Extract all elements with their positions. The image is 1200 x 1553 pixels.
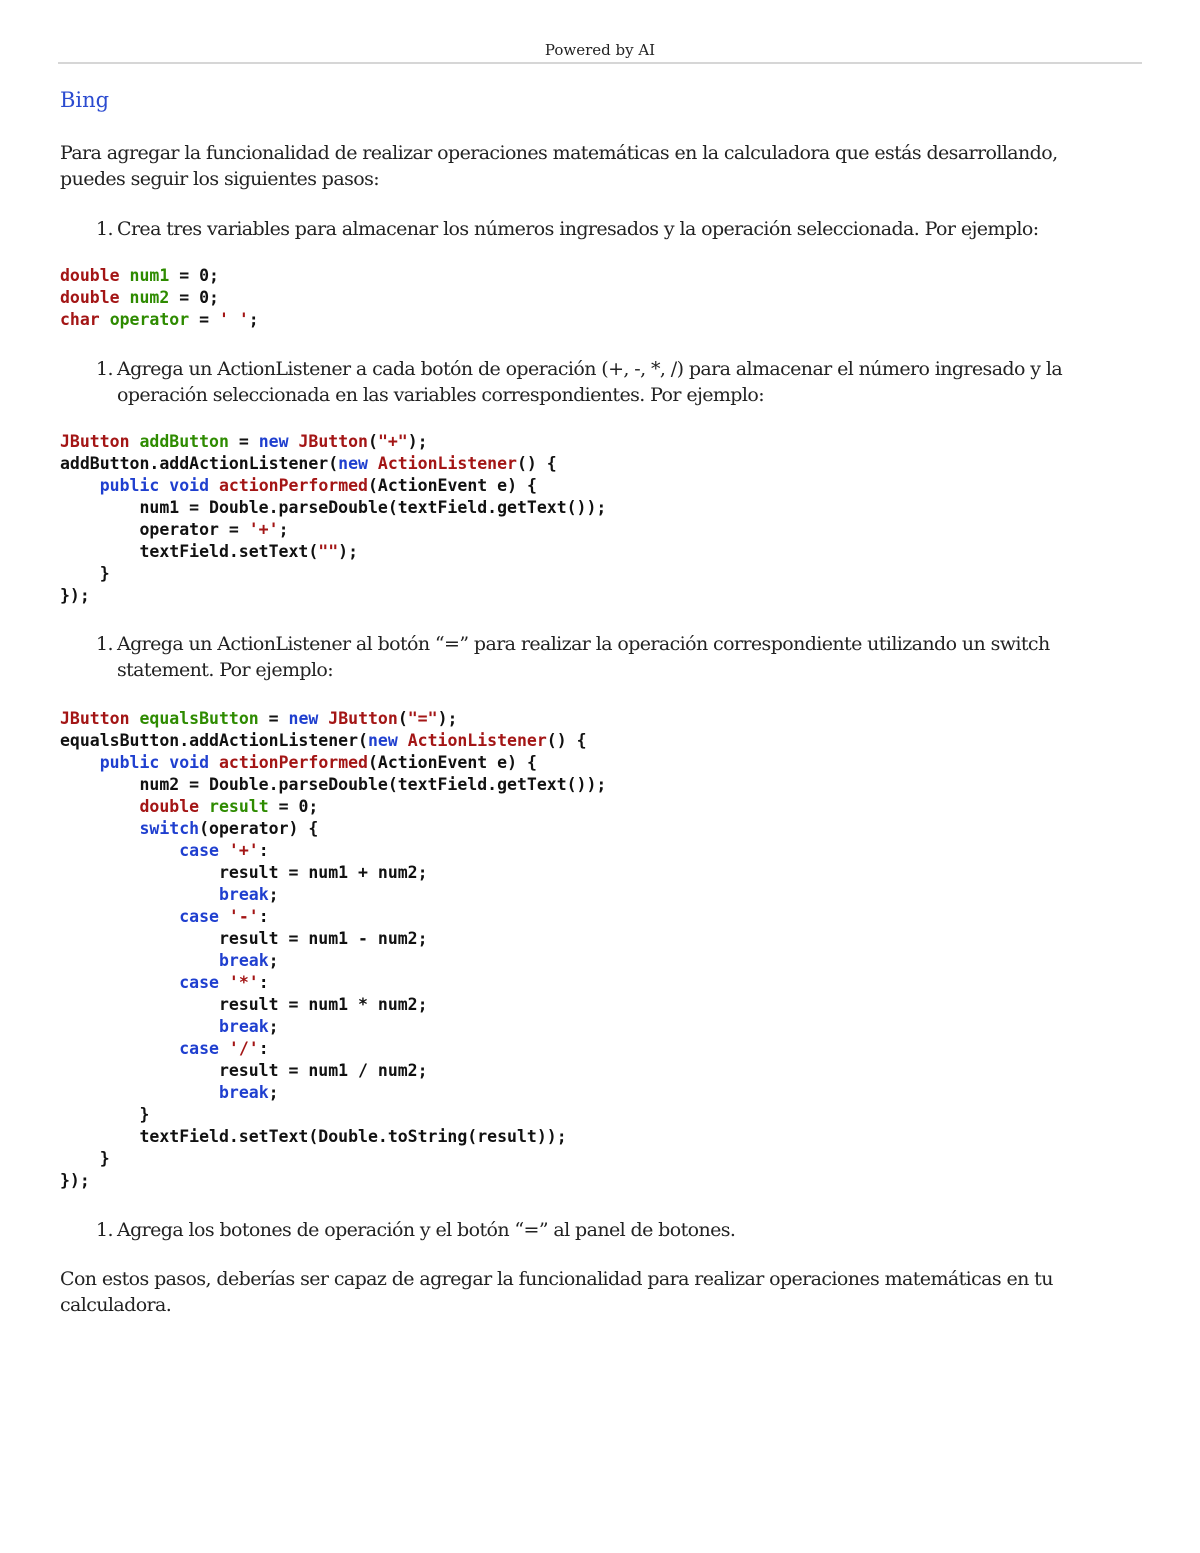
code-text bbox=[60, 885, 219, 904]
code-text: = bbox=[228, 432, 259, 451]
code-line bbox=[60, 973, 269, 992]
code-text bbox=[60, 1017, 219, 1036]
code-text: (operator) { bbox=[199, 819, 319, 838]
code-keyword: JButton bbox=[298, 432, 368, 451]
code-keyword: void bbox=[169, 753, 210, 772]
code-line bbox=[60, 775, 606, 794]
code-text: ; bbox=[248, 310, 259, 329]
code-block bbox=[60, 265, 259, 331]
code-block bbox=[60, 431, 606, 607]
code-keyword: actionPerformed bbox=[218, 753, 368, 772]
code-line bbox=[60, 288, 219, 307]
code-keyword: "=" bbox=[407, 709, 438, 728]
code-line bbox=[60, 454, 557, 473]
code-keyword: double bbox=[60, 288, 120, 307]
header-divider bbox=[58, 62, 1142, 64]
code-text: result = num1 * num2; bbox=[60, 995, 428, 1014]
code-keyword: switch bbox=[139, 819, 200, 838]
code-text bbox=[100, 310, 110, 329]
code-text: equalsButton.addActionListener( bbox=[60, 731, 368, 750]
code-keyword: break bbox=[218, 885, 269, 904]
code-keyword: JButton bbox=[60, 709, 130, 728]
code-text bbox=[60, 1039, 179, 1058]
list-item bbox=[96, 356, 1126, 408]
code-text bbox=[219, 973, 229, 992]
code-line bbox=[60, 476, 537, 495]
code-text: addButton.addActionListener( bbox=[60, 454, 339, 473]
code-text bbox=[60, 951, 219, 970]
code-text bbox=[60, 476, 100, 495]
code-text: ); bbox=[437, 709, 458, 728]
code-keyword: "+" bbox=[377, 432, 408, 451]
code-line bbox=[60, 266, 219, 285]
code-text: ; bbox=[268, 1083, 279, 1102]
code-line bbox=[60, 951, 279, 970]
page-title: Bing bbox=[60, 88, 110, 112]
code-keyword: '+' bbox=[228, 841, 259, 860]
code-line bbox=[60, 542, 358, 561]
code-line bbox=[60, 709, 457, 728]
code-line bbox=[60, 564, 110, 583]
code-keyword: num2 bbox=[129, 288, 170, 307]
code-keyword: ' ' bbox=[218, 310, 249, 329]
code-text bbox=[219, 1039, 229, 1058]
code-keyword: case bbox=[179, 973, 219, 992]
code-line bbox=[60, 995, 428, 1014]
code-text: result = num1 / num2; bbox=[60, 1061, 428, 1080]
code-keyword: ActionListener bbox=[407, 731, 547, 750]
code-text bbox=[60, 753, 100, 772]
code-keyword: '*' bbox=[228, 973, 259, 992]
code-keyword: double bbox=[139, 797, 200, 816]
code-text: : bbox=[258, 973, 269, 992]
code-text: textField.setText( bbox=[60, 542, 319, 561]
code-line bbox=[60, 731, 587, 750]
code-text bbox=[209, 753, 219, 772]
code-line bbox=[60, 1105, 149, 1124]
conclusion-paragraph: Con estos pasos, deberías ser capaz de agregar la funcionalidad para realizar operaciones matemáticas en tu calculadora. bbox=[60, 1268, 1053, 1316]
code-line bbox=[60, 1127, 567, 1146]
code-keyword: case bbox=[179, 907, 219, 926]
code-text bbox=[60, 819, 139, 838]
code-text: ; bbox=[268, 1017, 279, 1036]
code-text: } bbox=[60, 564, 110, 583]
code-text: ( bbox=[397, 709, 408, 728]
code-text: = bbox=[258, 709, 289, 728]
code-text: } bbox=[60, 1149, 110, 1168]
code-keyword: break bbox=[218, 1083, 269, 1102]
code-block bbox=[60, 708, 606, 1192]
code-text bbox=[130, 432, 140, 451]
list-item-text: Agrega un ActionListener al botón “=” para realizar la operación correspondiente utilizando un switch statement. Por ejemplo: bbox=[117, 633, 1050, 681]
code-text: result = num1 + num2; bbox=[60, 863, 428, 882]
list-number: 1. bbox=[96, 358, 113, 380]
code-text bbox=[219, 907, 229, 926]
code-keyword: actionPerformed bbox=[218, 476, 368, 495]
list-item-text: Agrega un ActionListener a cada botón de operación (+, -, *, /) para almacenar el número ingresado y la operación seleccionada en las variables correspondientes. Por ejemplo: bbox=[117, 358, 1063, 406]
code-text bbox=[60, 907, 179, 926]
code-text: } bbox=[60, 1105, 150, 1124]
code-keyword: addButton bbox=[139, 432, 229, 451]
code-text bbox=[120, 266, 130, 285]
code-text: num2 = Double.parseDouble(textField.getText()); bbox=[60, 775, 607, 794]
code-text: ; bbox=[278, 520, 289, 539]
code-line bbox=[60, 797, 318, 816]
code-text: result = num1 - num2; bbox=[60, 929, 428, 948]
code-text bbox=[159, 476, 169, 495]
code-text: operator = bbox=[60, 520, 249, 539]
list-item bbox=[96, 631, 1126, 683]
code-text bbox=[120, 288, 130, 307]
code-text bbox=[398, 731, 408, 750]
code-line bbox=[60, 1149, 110, 1168]
code-text bbox=[60, 797, 139, 816]
code-keyword: case bbox=[179, 841, 219, 860]
code-keyword: JButton bbox=[60, 432, 130, 451]
code-line bbox=[60, 432, 428, 451]
code-keyword: '-' bbox=[228, 907, 259, 926]
list-number: 1. bbox=[96, 218, 113, 240]
code-keyword: new bbox=[338, 454, 368, 473]
code-text: : bbox=[258, 841, 269, 860]
code-text: = bbox=[189, 310, 219, 329]
list-item-text: Crea tres variables para almacenar los números ingresados y la operación seleccionada. Por ejemplo: bbox=[117, 218, 1039, 240]
code-keyword: equalsButton bbox=[139, 709, 259, 728]
code-text: ; bbox=[268, 885, 279, 904]
code-text: }); bbox=[60, 1171, 90, 1190]
page-header: Powered by AI bbox=[544, 41, 656, 59]
code-line bbox=[60, 520, 289, 539]
code-line bbox=[60, 1061, 428, 1080]
code-text bbox=[159, 753, 169, 772]
code-text bbox=[60, 1083, 219, 1102]
code-keyword: break bbox=[218, 1017, 269, 1036]
code-keyword: void bbox=[169, 476, 210, 495]
code-text: ; bbox=[268, 951, 279, 970]
code-text: : bbox=[258, 907, 269, 926]
code-text: ( bbox=[368, 432, 378, 451]
list-number: 1. bbox=[96, 1219, 113, 1241]
code-text: (ActionEvent e) { bbox=[368, 753, 537, 772]
intro-paragraph: Para agregar la funcionalidad de realizar operaciones matemáticas en la calculadora que estás desarrollando, puedes seguir los siguientes pasos: bbox=[60, 142, 1058, 190]
code-text bbox=[60, 973, 179, 992]
code-text bbox=[60, 841, 179, 860]
code-text bbox=[199, 797, 209, 816]
code-text bbox=[368, 454, 378, 473]
code-text: ); bbox=[338, 542, 359, 561]
code-keyword: ActionListener bbox=[377, 454, 517, 473]
code-line bbox=[60, 310, 259, 329]
code-text: = 0; bbox=[169, 266, 219, 285]
code-keyword: public bbox=[99, 753, 160, 772]
code-text: textField.setText(Double.toString(result)); bbox=[60, 1127, 567, 1146]
code-keyword: new bbox=[288, 709, 319, 728]
code-text bbox=[219, 841, 229, 860]
code-text bbox=[318, 709, 328, 728]
code-keyword: result bbox=[209, 797, 269, 816]
code-text bbox=[130, 709, 140, 728]
code-text bbox=[209, 476, 219, 495]
code-text: (ActionEvent e) { bbox=[368, 476, 537, 495]
list-item bbox=[96, 216, 1126, 242]
code-line bbox=[60, 753, 537, 772]
code-keyword: char bbox=[60, 310, 100, 329]
code-keyword: num1 bbox=[129, 266, 170, 285]
code-keyword: '/' bbox=[228, 1039, 259, 1058]
code-keyword: '+' bbox=[248, 520, 279, 539]
list-number: 1. bbox=[96, 633, 113, 655]
code-text: () { bbox=[516, 454, 557, 473]
list-item-text: Agrega los botones de operación y el botón “=” al panel de botones. bbox=[117, 1219, 736, 1241]
code-text: : bbox=[258, 1039, 269, 1058]
code-text: num1 = Double.parseDouble(textField.getText()); bbox=[60, 498, 607, 517]
code-line bbox=[60, 863, 428, 882]
code-line bbox=[60, 586, 90, 605]
code-line bbox=[60, 1171, 90, 1190]
code-keyword: case bbox=[179, 1039, 219, 1058]
code-line bbox=[60, 929, 428, 948]
code-keyword: operator bbox=[109, 310, 190, 329]
code-line bbox=[60, 1017, 279, 1036]
code-text: ); bbox=[407, 432, 428, 451]
code-keyword: public bbox=[99, 476, 160, 495]
code-line bbox=[60, 498, 606, 517]
code-text: = 0; bbox=[169, 288, 219, 307]
code-text: }); bbox=[60, 586, 90, 605]
code-keyword: break bbox=[218, 951, 269, 970]
list-item bbox=[96, 1217, 1126, 1243]
code-line bbox=[60, 885, 279, 904]
code-keyword: JButton bbox=[328, 709, 398, 728]
code-line bbox=[60, 1083, 279, 1102]
code-text bbox=[289, 432, 299, 451]
code-keyword: "" bbox=[318, 542, 339, 561]
code-line bbox=[60, 841, 269, 860]
code-keyword: double bbox=[60, 266, 120, 285]
code-keyword: new bbox=[258, 432, 289, 451]
code-keyword: new bbox=[367, 731, 398, 750]
code-text: = 0; bbox=[268, 797, 319, 816]
code-line bbox=[60, 1039, 269, 1058]
code-line bbox=[60, 819, 318, 838]
code-line bbox=[60, 907, 269, 926]
code-text: () { bbox=[546, 731, 587, 750]
